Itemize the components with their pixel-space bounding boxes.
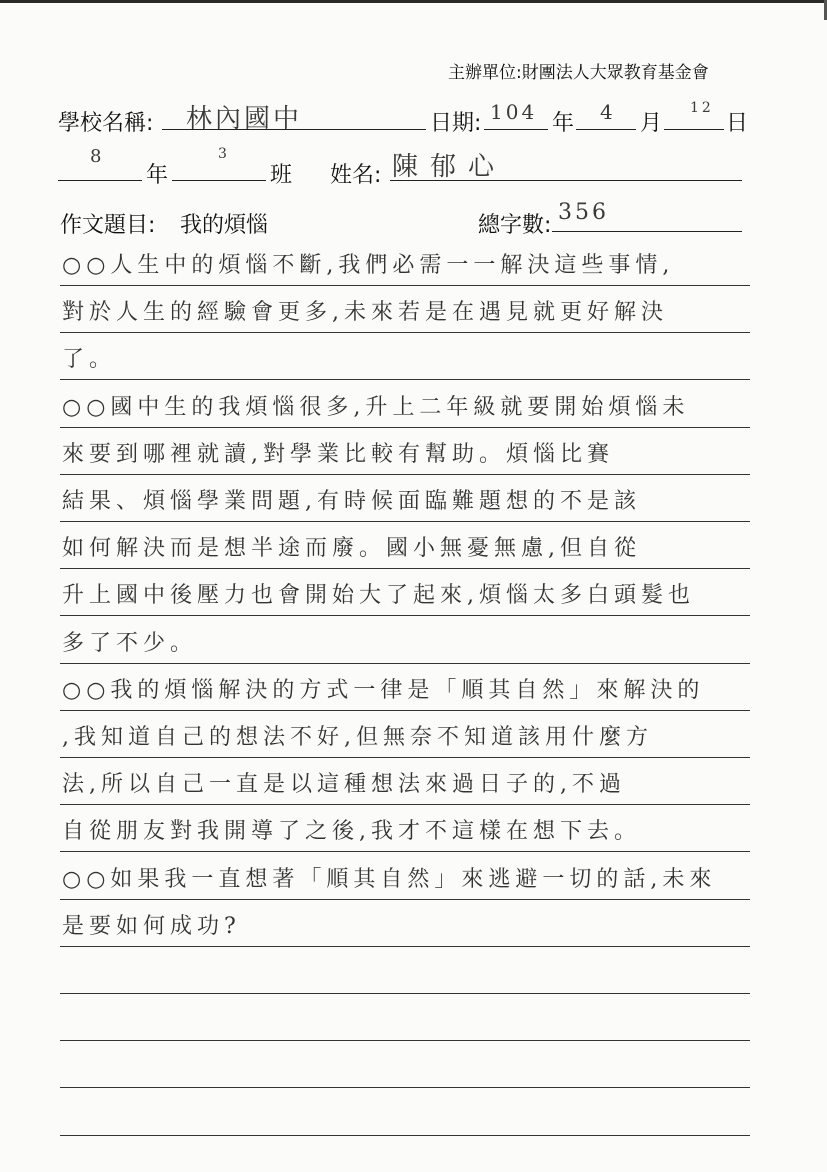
word-count-value: 356: [558, 200, 609, 225]
name-value: 陳郁心: [392, 152, 507, 182]
essay-rule-8: [60, 615, 750, 616]
date-day-value: 12: [690, 100, 714, 116]
date-year-value: 104: [490, 100, 538, 124]
essay-line-15: 是要如何成功?: [62, 914, 241, 939]
essay-line-6: 結果、煩惱學業問題,有時候面臨難題想的不是該: [62, 489, 641, 514]
essay-rule-9: [60, 663, 750, 664]
essay-rule-7: [60, 568, 750, 569]
essay-rule-11: [60, 757, 750, 758]
essay-line-9: 多了不少。: [62, 631, 198, 656]
essay-line-4: ○○國中生的我煩惱很多,升上二年級就要開始煩惱未: [62, 395, 690, 420]
day-label: 日: [726, 111, 749, 136]
word-count-underline: [552, 231, 742, 232]
grade-underline: [58, 180, 142, 181]
class-underline: [172, 180, 266, 181]
essay-rule-19: [60, 1135, 750, 1136]
essay-line-16: [62, 957, 750, 991]
essay-line-2: 對於人生的經驗會更多,未來若是在遇見就更好解決: [62, 300, 668, 325]
name-label: 姓名:: [330, 163, 382, 188]
essay-rule-5: [60, 474, 750, 475]
month-label: 月: [640, 111, 663, 136]
date-month-value: 4: [600, 100, 616, 124]
class-label: 班: [270, 163, 293, 188]
essay-line-3: 了。: [62, 347, 117, 372]
essay-line-18: [62, 1051, 750, 1085]
grade-value: 8: [90, 146, 105, 167]
essay-rule-16: [60, 993, 750, 994]
date-year-underline: [484, 129, 548, 130]
essay-rule-12: [60, 804, 750, 805]
grade-label: 年: [146, 163, 169, 188]
scan-top-edge: [0, 0, 827, 3]
essay-line-17: [62, 1004, 750, 1038]
essay-line-11: ,我知道自己的想法不好,但無奈不知道該用什麼方: [62, 725, 653, 750]
essay-rule-1: [60, 285, 750, 286]
essay-line-19: [62, 1099, 750, 1133]
school-underline: [162, 129, 426, 130]
school-value: 林內國中: [186, 104, 303, 134]
essay-rule-18: [60, 1087, 750, 1088]
essay-rule-3: [60, 379, 750, 380]
essay-line-7: 如何解決而是想半途而廢。國小無憂無慮,但自從: [62, 536, 641, 561]
name-underline: [390, 180, 742, 181]
date-label: 日期:: [430, 111, 482, 136]
essay-title-label: 作文題目:: [60, 213, 156, 238]
essay-rule-2: [60, 332, 750, 333]
essay-rule-13: [60, 851, 750, 852]
essay-line-10: ○○我的煩惱解決的方式一律是「順其自然」來解決的: [62, 678, 705, 703]
year-label: 年: [552, 111, 575, 136]
essay-rule-4: [60, 427, 750, 428]
essay-line-8: 升上國中後壓力也會開始大了起來,煩惱太多白頭髮也: [62, 583, 695, 608]
essay-line-1: ○○人生中的煩惱不斷,我們必需一一解決這些事情,: [62, 253, 675, 278]
essay-rule-10: [60, 710, 750, 711]
essay-title-value: 我的煩惱: [180, 213, 269, 238]
essay-line-12: 法,所以自己一直是以這種想法來過日子的,不過: [62, 772, 626, 797]
date-day-underline: [664, 129, 724, 130]
essay-rule-6: [60, 521, 750, 522]
essay-line-13: 自從朋友對我開導了之後,我才不這樣在想下去。: [62, 819, 641, 844]
essay-rule-14: [60, 899, 750, 900]
school-label: 學校名稱:: [58, 111, 154, 136]
organizer-text: 主辦單位:財團法人大眾教育基金會: [448, 63, 709, 83]
word-count-label: 總字數:: [478, 213, 552, 238]
essay-rule-15: [60, 946, 750, 947]
essay-rule-17: [60, 1040, 750, 1041]
class-value: 3: [218, 146, 230, 162]
essay-line-14: ○○如果我一直想著「順其自然」來逃避一切的話,未來: [62, 867, 717, 892]
date-month-underline: [576, 129, 636, 130]
essay-line-5: 來要到哪裡就讀,對學業比較有幫助。煩惱比賽: [62, 442, 614, 467]
